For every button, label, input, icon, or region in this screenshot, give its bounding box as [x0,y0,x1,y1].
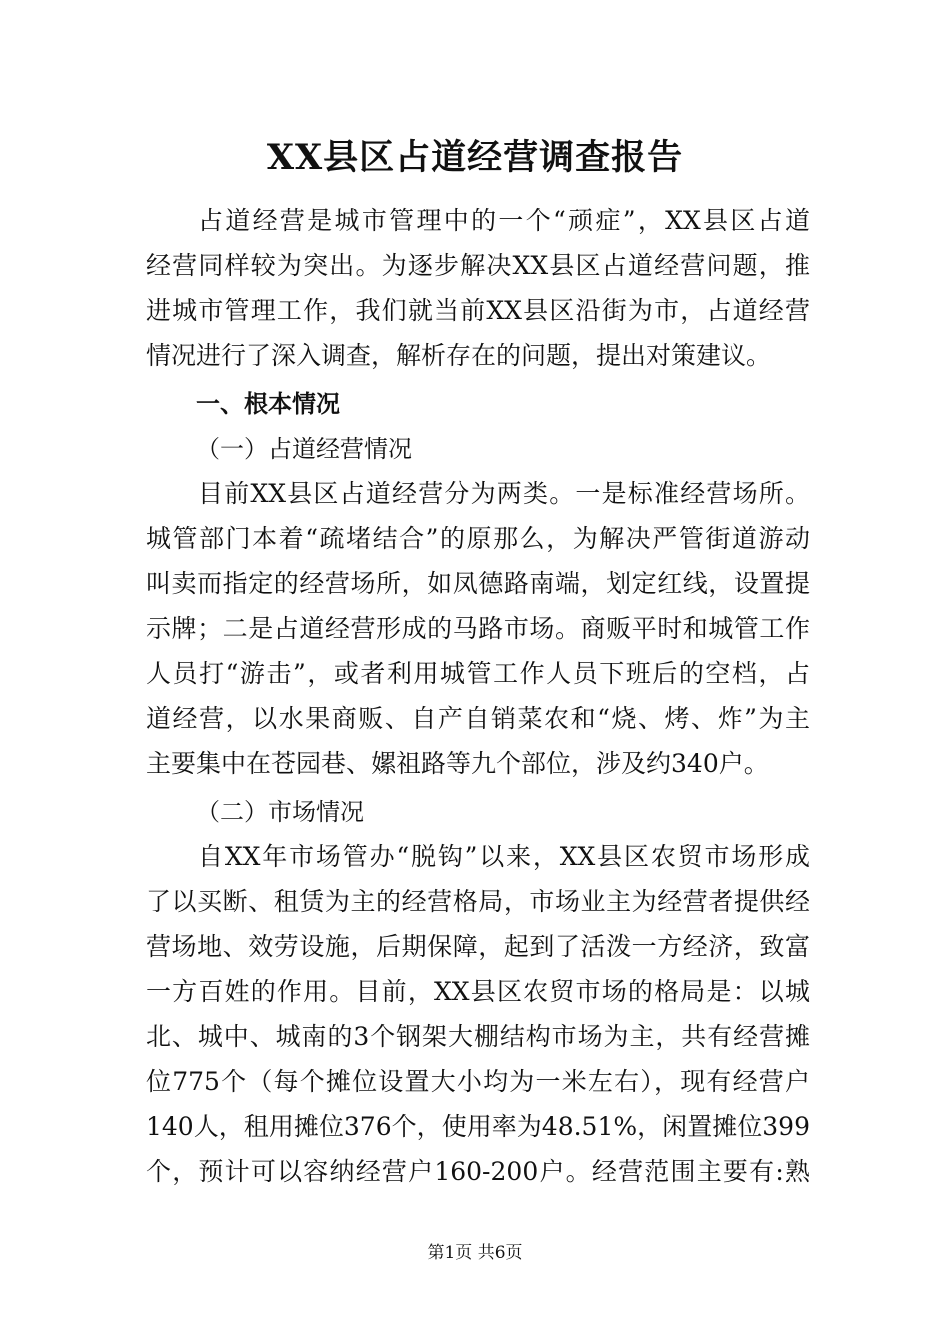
paragraph-line: 占道经营是城市管理中的一个“顽症”，XX县区占道 [198,206,810,235]
paragraph-line: 城管部门本着“疏堵结合”的原那么，为解决严管街道游动 [146,524,810,553]
paragraph-line: 经营同样较为突出。为逐步解决XX县区占道经营问题，推 [146,251,810,280]
paragraph-line: 140人，租用摊位376个，使用率为48.51%，闲置摊位399 [146,1112,810,1141]
paragraph-line: 个，预计可以容纳经营户160-200户。经营范围主要有:熟 [146,1157,810,1186]
paragraph-line: 了以买断、租赁为主的经营格局，市场业主为经营者提供经 [146,887,810,916]
paragraph-line: 进城市管理工作，我们就当前XX县区沿街为市，占道经营 [146,296,810,325]
subsection-heading: （二）市场情况 [196,798,364,826]
paragraph-line: 一方百姓的作用。目前，XX县区农贸市场的格局是：以城 [146,977,810,1006]
paragraph-line: 主要集中在苍园巷、嫘祖路等九个部位，涉及约340户。 [146,749,769,778]
paragraph-line: 示牌；二是占道经营形成的马路市场。商贩平时和城管工作 [146,614,810,643]
paragraph-line: 位775个（每个摊位设置大小均为一米左右），现有经营户 [146,1067,810,1096]
paragraph-line: 目前XX县区占道经营分为两类。一是标准经营场所。 [198,479,810,508]
document-title: XX县区占道经营调查报告 [266,137,684,178]
paragraph-line: 营场地、效劳设施，后期保障，起到了活泼一方经济，致富 [146,932,810,961]
paragraph-line: 道经营，以水果商贩、自产自销菜农和“烧、烤、炸”为主 [146,704,810,733]
paragraph-line: 北、城中、城南的3个钢架大棚结构市场为主，共有经营摊 [146,1022,810,1051]
paragraph-line: 叫卖而指定的经营场所，如凤德路南端，划定红线，设置提 [146,569,810,598]
paragraph-line: 自XX年市场管办“脱钩”以来，XX县区农贸市场形成 [198,842,810,871]
paragraph-line: 人员打“游击”，或者利用城管工作人员下班后的空档，占 [146,659,810,688]
section-heading: 一、根本情况 [196,390,340,418]
page-footer: 第1页 共6页 [427,1243,523,1263]
subsection-heading: （一）占道经营情况 [196,435,412,463]
paragraph-line: 情况进行了深入调查，解析存在的问题，提出对策建议。 [146,341,772,370]
